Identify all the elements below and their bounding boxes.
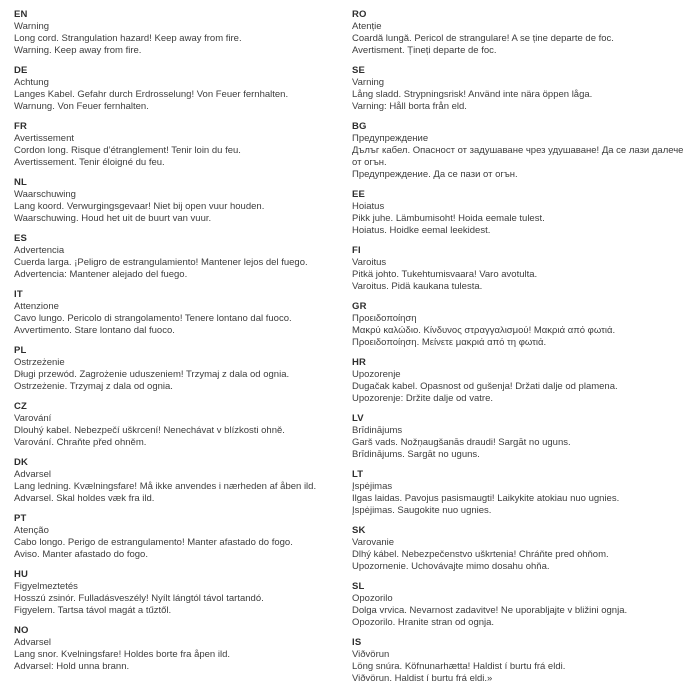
warning-line: Dlouhý kabel. Nebezpečí uškrcení! Nenechávat v blízkosti ohně. <box>14 425 285 436</box>
warning-line: Cabo longo. Perigo de estrangulamento! Manter afastado do fogo. <box>14 537 293 548</box>
warning-line: Advarsel. Skal holdes væk fra ild. <box>14 493 155 504</box>
warning-line: Ostrzeżenie. Trzymaj z dala od ognia. <box>14 381 173 392</box>
language-code: PT <box>14 513 27 524</box>
warning-line: Lång sladd. Strypningsrisk! Använd inte nära öppen låga. <box>352 89 593 100</box>
warning-title: Figyelmeztetés <box>14 581 78 592</box>
warning-line: от огън. <box>352 157 387 168</box>
warning-line: Warnung. Von Feuer fernhalten. <box>14 101 149 112</box>
warning-title: Įspėjimas <box>352 481 393 492</box>
warning-title: Varování <box>14 413 52 424</box>
language-code: HR <box>352 357 367 368</box>
warning-line: Löng snúra. Köfnunarhætta! Haldist í burtu frá eldi. <box>352 661 566 672</box>
warning-line: Long cord. Strangulation hazard! Keep away from fire. <box>14 33 242 44</box>
warning-line: Varování. Chraňte před ohněm. <box>14 437 147 448</box>
language-code: HU <box>14 569 29 580</box>
warning-title: Advertencia <box>14 245 65 256</box>
warning-line: Įspėjimas. Saugokite nuo ugnies. <box>352 505 492 516</box>
warning-line: Opozorilo. Hranite stran od ognja. <box>352 617 495 628</box>
warning-line: Varoitus. Pidä kaukana tulesta. <box>352 281 483 292</box>
language-section <box>352 525 683 573</box>
warning-title: Varovanie <box>352 537 395 548</box>
warning-line: Avertisment. Țineți departe de foc. <box>352 45 497 56</box>
language-code: SE <box>352 65 366 76</box>
language-section <box>14 289 345 337</box>
warning-line: Ilgas laidas. Pavojus pasismaugti! Laikykite atokiau nuo ugnies. <box>352 493 620 504</box>
warning-line: Предупреждение. Да се пази от огън. <box>352 169 518 180</box>
warning-line: Upozorenje: Držite dalje od vatre. <box>352 393 493 404</box>
language-code: RO <box>352 9 367 20</box>
warning-line: Waarschuwing. Houd het uit de buurt van vuur. <box>14 213 212 224</box>
warning-line: Dolga vrvica. Nevarnost zadavitve! Ne uporabljajte v bližini ognja. <box>352 605 628 616</box>
warning-line: Hosszú zsinór. Fulladásveszély! Nyílt lángtól távol tartandó. <box>14 593 264 604</box>
language-section <box>14 65 345 113</box>
warning-line: Dugačak kabel. Opasnost od gušenja! Držati dalje od plamena. <box>352 381 618 392</box>
left-column <box>14 9 345 700</box>
warning-line: Προειδοποίηση. Μείνετε μακριά από τη φωτιά. <box>352 337 547 348</box>
language-code: SL <box>352 581 365 592</box>
warning-line: Brīdinājums. Sargāt no uguns. <box>352 449 480 460</box>
warning-title: Brīdinājums <box>352 425 403 436</box>
language-code: GR <box>352 301 367 312</box>
warning-line: Viðvörun. Haldist í burtu frá eldi.» <box>352 673 493 684</box>
language-code: DK <box>14 457 29 468</box>
language-code: BG <box>352 121 367 132</box>
warning-line: Дълъг кабел. Опасност от задушаване чрез удушаване! Да се лази далече <box>352 145 684 156</box>
warning-line: Coardă lungă. Pericol de strangulare! A se ține departe de foc. <box>352 33 614 44</box>
warning-line: Lang ledning. Kvælningsfare! Må ikke anvendes i nærheden af åben ild. <box>14 481 317 492</box>
language-code: SK <box>352 525 366 536</box>
warning-line: Upozornenie. Uchovávajte mimo dosahu ohňa. <box>352 561 550 572</box>
language-code: IS <box>352 637 362 648</box>
language-code: LV <box>352 413 364 424</box>
warning-title: Предупреждение <box>352 133 429 144</box>
warning-title: Προειδοποίηση <box>352 313 417 324</box>
warning-title: Atenție <box>352 21 382 32</box>
language-section <box>352 121 683 181</box>
warning-line: Lang koord. Verwurgingsgevaar! Niet bij open vuur houden. <box>14 201 265 212</box>
warning-title: Warning <box>14 21 50 32</box>
language-section <box>14 457 345 505</box>
language-section <box>352 581 683 629</box>
warning-title: Varning <box>352 77 385 88</box>
warning-line: Advertencia: Mantener alejado del fuego. <box>14 269 188 280</box>
right-column <box>352 9 683 700</box>
language-code: ES <box>14 233 28 244</box>
warning-title: Attenzione <box>14 301 59 312</box>
language-section <box>352 245 683 293</box>
warning-line: Avvertimento. Stare lontano dal fuoco. <box>14 325 175 336</box>
language-section <box>14 233 345 281</box>
language-section <box>352 189 683 237</box>
warning-title: Ostrzeżenie <box>14 357 65 368</box>
warning-line: Cuerda larga. ¡Peligro de estrangulamiento! Mantener lejos del fuego. <box>14 257 308 268</box>
warning-title: Advarsel <box>14 637 51 648</box>
warning-title: Waarschuwing <box>14 189 76 200</box>
language-section <box>352 469 683 517</box>
language-section <box>352 413 683 461</box>
language-code: FR <box>14 121 28 132</box>
language-code: DE <box>14 65 28 76</box>
warning-line: Μακρύ καλώδιο. Κίνδυνος στραγγαλισμού! Μακριά από φωτιά. <box>352 325 616 336</box>
warning-line: Lang snor. Kvelningsfare! Holdes borte fra åpen ild. <box>14 649 230 660</box>
language-code: CZ <box>14 401 28 412</box>
warning-title: Atenção <box>14 525 49 536</box>
language-code: IT <box>14 289 23 300</box>
warning-title: Avertissement <box>14 133 75 144</box>
language-section <box>14 345 345 393</box>
warning-line: Hoiatus. Hoidke eemal leekidest. <box>352 225 491 236</box>
language-code: NL <box>14 177 28 188</box>
warning-line: Cordon long. Risque d’étranglement! Tenir loin du feu. <box>14 145 241 156</box>
language-section <box>14 121 345 169</box>
warning-title: Upozorenje <box>352 369 401 380</box>
warning-line: Garš vads. Nožņaugšanās draudi! Sargāt no uguns. <box>352 437 571 448</box>
language-section <box>14 513 345 561</box>
language-section <box>352 9 683 57</box>
language-section <box>352 637 683 685</box>
language-section <box>14 401 345 449</box>
language-section <box>352 65 683 113</box>
warning-line: Avertissement. Tenir éloigné du feu. <box>14 157 165 168</box>
warning-line: Langes Kabel. Gefahr durch Erdrosselung! Von Feuer fernhalten. <box>14 89 289 100</box>
warning-line: Figyelem. Tartsa távol magát a tűztől. <box>14 605 172 616</box>
language-section <box>14 9 345 57</box>
warning-line: Aviso. Manter afastado do fogo. <box>14 549 148 560</box>
warning-line: Długi przewód. Zagrożenie uduszeniem! Trzymaj z dala od ognia. <box>14 369 290 380</box>
language-code: LT <box>352 469 364 480</box>
warning-line: Varning: Håll borta från eld. <box>352 101 467 112</box>
language-code: PL <box>14 345 27 356</box>
warning-title: Advarsel <box>14 469 51 480</box>
warning-line: Advarsel: Hold unna brann. <box>14 661 130 672</box>
warning-title: Achtung <box>14 77 49 88</box>
warning-line: Warning. Keep away from fire. <box>14 45 142 56</box>
warning-title: Hoiatus <box>352 201 385 212</box>
language-section <box>352 301 683 349</box>
warning-line: Cavo lungo. Pericolo di strangolamento! Tenere lontano dal fuoco. <box>14 313 292 324</box>
language-code: EN <box>14 9 28 20</box>
language-section <box>14 625 345 673</box>
warning-title: Varoitus <box>352 257 387 268</box>
warning-line: Pikk juhe. Lämbumisoht! Hoida eemale tulest. <box>352 213 545 224</box>
warning-line: Pitkä johto. Tukehtumisvaara! Varo avotulta. <box>352 269 538 280</box>
warning-title: Opozorilo <box>352 593 393 604</box>
language-section <box>14 177 345 225</box>
language-code: EE <box>352 189 366 200</box>
language-code: FI <box>352 245 361 256</box>
warning-title: Viðvörun <box>352 649 390 660</box>
language-section <box>14 569 345 617</box>
language-section <box>352 357 683 405</box>
warning-line: Dlhý kábel. Nebezpečenstvo uškrtenia! Chráňte pred ohňom. <box>352 549 609 560</box>
language-code: NO <box>14 625 29 636</box>
